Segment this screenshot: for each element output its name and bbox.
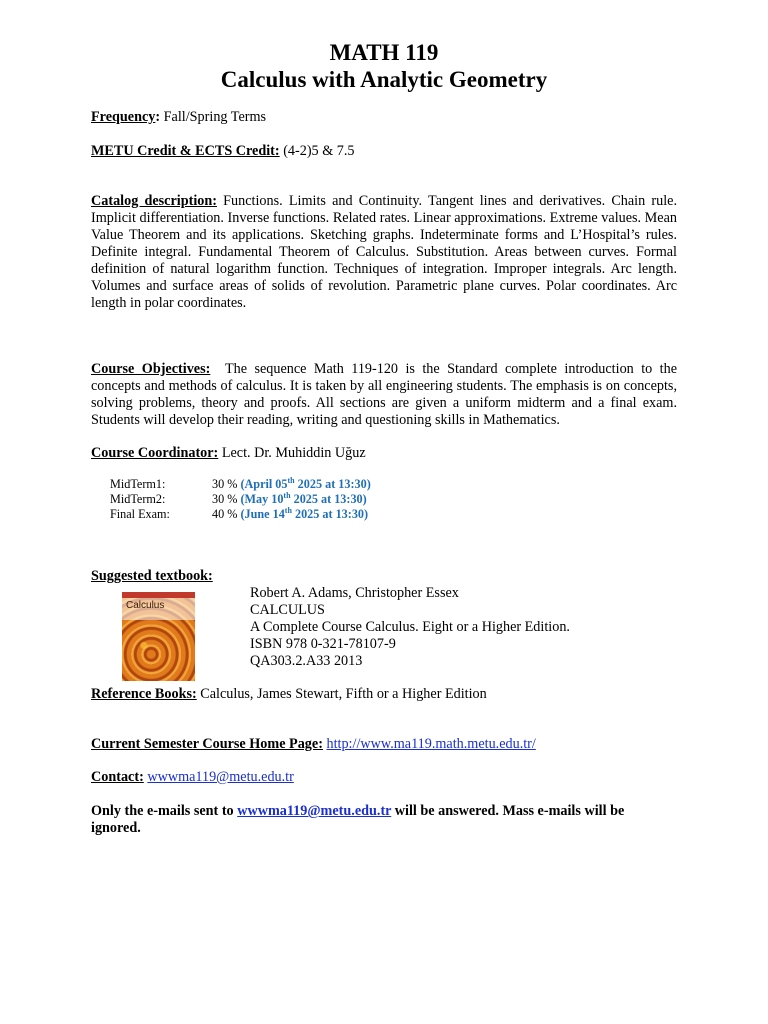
homepage-line (91, 736, 677, 753)
homepage-link[interactable]: http://www.ma119.math.metu.edu.tr/ (326, 736, 536, 752)
reference-label: Reference Books: (91, 686, 197, 702)
reference-line (91, 686, 677, 703)
textbook-isbn: ISBN 978 0-321-78107-9 (250, 636, 396, 652)
course-title: Calculus with Analytic Geometry (220, 67, 548, 92)
objectives-text: The sequence Math 119-120 is the Standard complete introduction to the concepts and methods of calculus. It is taken by all engineering students. The emphasis is on concepts, solving problems, theory and proofs. All sections are given a uniform midterm and a final exam. Students will develop their reading, writing and questioning skills in Mathematics. (91, 361, 677, 428)
frequency-value: Fall/Spring Terms (163, 109, 267, 125)
exam-date: (June 14th 2025 at 13:30) (240, 505, 369, 521)
catalog-label: Catalog description: (91, 193, 217, 209)
exam-date: (April 05th 2025 at 13:30) (240, 475, 371, 491)
credit-line (91, 143, 677, 160)
coordinator-value: Lect. Dr. Muhiddin Uğuz (221, 445, 366, 461)
catalog-description (91, 193, 677, 312)
exam-name: MidTerm2: (110, 492, 166, 506)
textbook-callnumber: QA303.2.A33 2013 (250, 653, 363, 669)
catalog-text: Functions. Limits and Continuity. Tangent lines and derivatives. Chain rule. Implicit differentiation. Inverse functions. Related rates. Linear approximations. Extreme values. Mean Value Theorem and its applications. Sketching graphs. Indeterminate forms and L’Hospital’s rules. Definite integral. Fundamental Theorem of Calculus. Substitution. Areas between curves. Formal definition of natural logarithm function. Techniques of integration. Improper integrals. Arc length. Volumes and surface areas of solids of revolution. Parametric plane curves. Polar coordinates. Arc length in polar coordinates. (91, 193, 677, 311)
textbook-cover-image (122, 592, 195, 681)
textbook-edition: A Complete Course Calculus. Eight or a Higher Edition. (250, 619, 570, 635)
frequency-line: Frequency: Fall/Spring Terms (91, 109, 267, 125)
homepage-label: Current Semester Course Home Page: (91, 736, 323, 752)
credit-label: METU Credit & ECTS Credit: (91, 143, 280, 159)
cover-title: Calculus (126, 600, 165, 611)
coordinator-line (91, 445, 677, 462)
textbook-heading (91, 568, 677, 585)
exam-name: MidTerm1: (110, 477, 166, 491)
frequency-label: Frequency (91, 109, 156, 125)
notice-email-link[interactable]: wwwma119@metu.edu.tr (237, 803, 392, 819)
objectives-label: Course Objectives: (91, 361, 211, 377)
textbook-label: Suggested textbook: (91, 568, 213, 584)
exam-weight: 30 % (May 10th 2025 at 13:30) (212, 490, 367, 506)
exam-date: (May 10th 2025 at 13:30) (240, 490, 367, 506)
contact-email-link[interactable]: wwwma119@metu.edu.tr (147, 769, 294, 785)
contact-label: Contact: (91, 769, 144, 785)
coordinator-label: Course Coordinator: (91, 445, 219, 461)
email-notice: Only the e-mails sent to wwwma119@metu.edu.tr will be answered. Mass e-mails will be ignored. (91, 803, 625, 836)
credit-value: (4-2)5 & 7.5 (283, 143, 355, 159)
exam-weight: 30 % (April 05th 2025 at 13:30) (212, 475, 371, 491)
textbook-authors: Robert A. Adams, Christopher Essex (250, 585, 459, 601)
exam-weight: 40 % (June 14th 2025 at 13:30) (212, 505, 369, 521)
textbook-title: CALCULUS (250, 602, 325, 618)
reference-value: Calculus, James Stewart, Fifth or a Higher Edition (200, 686, 487, 702)
contact-line (91, 769, 677, 786)
exam-name: Final Exam: (110, 507, 170, 521)
course-code: MATH 119 (329, 40, 439, 65)
course-objectives (91, 361, 677, 429)
